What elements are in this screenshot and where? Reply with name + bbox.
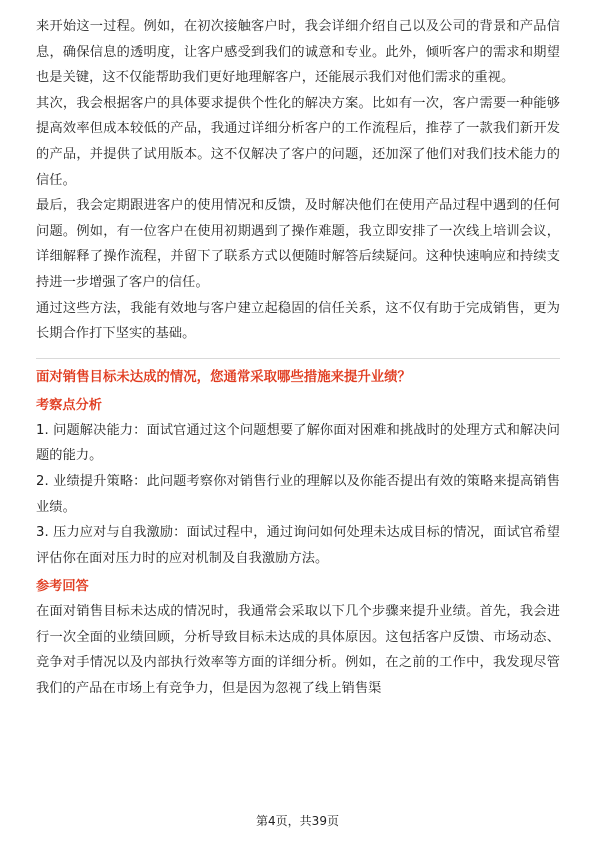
document-page — [36, 14, 560, 702]
previous-answer-paragraph-3: 最后，我会定期跟进客户的使用情况和反馈，及时解决他们在使用产品过程中遇到的任何问题。例如，有一位客户在使用初期遇到了操作难题，我立即安排了一次线上培训会议，详细解释了操作流程，并留下了联系方式以便随时解答后续疑问。这种快速响应和持续支持进一步增强了客户的信任。 — [36, 198, 560, 290]
analysis-item-3: 3. 压力应对与自我激励：面试过程中，通过询问如何处理未达成目标的情况，面试官希望评估你在面对压力时的应对机制及自我激励方法。 — [36, 525, 560, 566]
reference-answer-text: 在面对销售目标未达成的情况时，我通常会采取以下几个步骤来提升业绩。首先，我会进行一次全面的业绩回顾，分析导致目标未达成的具体原因。这包括客户反馈、市场动态、竞争对手情况以及内部执行效率等方面的详细分析。例如，在之前的工作中，我发现尽管我们的产品在市场上有竞争力，但是因为忽视了线上销售渠 — [36, 604, 560, 697]
section-divider — [36, 358, 560, 359]
analysis-item-2: 2. 业绩提升策略：此问题考察你对销售行业的理解以及你能否提出有效的策略来提高销售业绩。 — [36, 473, 560, 515]
previous-answer-paragraph-1: 来开始这一过程。例如，在初次接触客户时，我会详细介绍自己以及公司的背景和产品信息，确保信息的透明度，让客户感受到我们的诚意和专业。此外，倾听客户的需求和期望也是关键，这不仅能帮助我们更好地理解客户，还能展示我们对他们需求的重视。 — [36, 19, 560, 86]
analysis-heading: 考察点分析 — [36, 397, 102, 413]
previous-answer-paragraph-4: 通过这些方法，我能有效地与客户建立起稳固的信任关系，这不仅有助于完成销售，更为长期合作打下坚实的基础。 — [36, 300, 560, 342]
interview-question: 面对销售目标未达成的情况，您通常采取哪些措施来提升业绩？ — [36, 369, 411, 385]
analysis-item-1: 1. 问题解决能力：面试官通过这个问题想要了解你面对困难和挑战时的处理方式和解决问题的能力。 — [36, 422, 560, 464]
page-number: 第4页，共39页 — [256, 814, 339, 828]
previous-answer-paragraph-2: 其次，我会根据客户的具体要求提供个性化的解决方案。比如有一次，客户需要一种能够提高效率但成本较低的产品，我通过详细分析客户的工作流程后，推荐了一款我们新开发的产品，并提供了试用版本。这不仅解决了客户的问题，还加深了他们对我们技术能力的信任。 — [36, 95, 560, 188]
reference-answer-heading: 参考回答 — [36, 579, 89, 595]
